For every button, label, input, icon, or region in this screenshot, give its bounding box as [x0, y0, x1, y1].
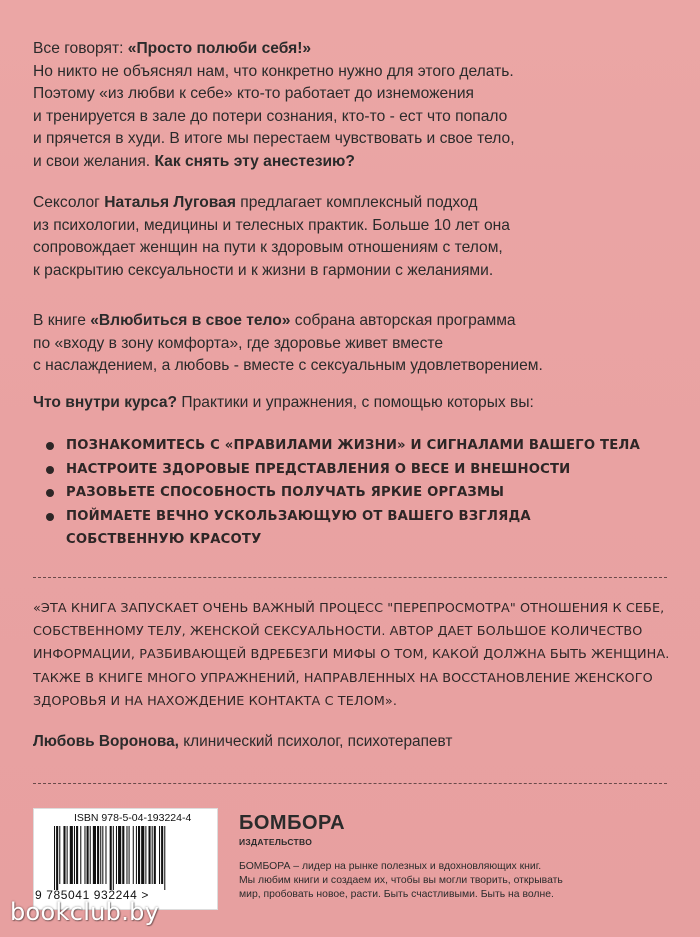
intro-paragraph — [33, 38, 673, 174]
intro-line-2: Но никто не объяснял нам, что конкретно нужно для этого делать. — [33, 62, 514, 80]
author-line-3: сопровождает женщин на пути к здоровым отношениям с телом, — [33, 239, 503, 257]
barcode-bar — [97, 826, 99, 884]
barcode-bar — [54, 826, 55, 890]
intro-line-5: и прячется в худи. В итоге мы перестаем чувствовать и свое тело, — [33, 130, 515, 148]
barcode-bar — [70, 826, 73, 884]
intro-line-6: и свои желания. — [33, 152, 155, 170]
course-bullet-list — [44, 434, 664, 552]
barcode-bar — [118, 826, 121, 884]
barcode-bar — [161, 826, 163, 884]
barcode-bar — [154, 826, 156, 884]
intro-line-4: и тренируется в зале до потери сознания, кто-то - ест что попало — [33, 107, 508, 125]
quote-author — [33, 733, 673, 751]
barcode-bar — [102, 826, 103, 884]
bullet-text: РАЗОВЬЕТЕ СПОСОБНОСТЬ ПОЛУЧАТЬ ЯРКИЕ ОРГАЗМЫ — [66, 485, 505, 500]
intro-quote: «Просто полюби себя!» — [127, 40, 312, 57]
publisher-desc-line-3: мир, пробовать новое, расти. Быть счастливыми. Быть на волне. — [239, 889, 554, 900]
review-quote — [33, 597, 673, 713]
bullet-dot-icon — [46, 513, 54, 521]
publisher-desc-line-2: Мы любим книги и создаем их, чтобы вы могли творить, открывать — [239, 875, 563, 886]
author-paragraph — [33, 192, 673, 282]
barcode-bar — [100, 826, 101, 884]
barcode-bar — [116, 826, 117, 884]
barcode-bar — [159, 826, 160, 884]
quote-line-4: ТАКЖЕ В КНИГЕ МНОГО УПРАЖНЕНИЙ, НАПРАВЛЕННЫХ НА ВОССТАНОВЛЕНИЕ ЖЕНСКОГО — [33, 670, 653, 686]
barcode-bar — [63, 826, 65, 884]
quote-author-role: клинический психолог, психотерапевт — [178, 733, 453, 750]
intro-line-3: Поэтому «из любви к себе» кто-то работает до изнеможения — [33, 85, 474, 103]
bullet-dot-icon — [46, 466, 54, 474]
barcode-digits: 9 785041 932244 > — [35, 888, 149, 902]
bullet-text: ПОЗНАКОМИТЕСЬ С «ПРАВИЛАМИ ЖИЗНИ» И СИГНАЛАМИ ВАШЕГО ТЕЛА — [66, 438, 640, 453]
barcode-bar — [93, 826, 96, 884]
intro-text: Все говорят: — [33, 40, 128, 57]
barcode-bar — [133, 826, 134, 884]
list-item — [44, 481, 664, 505]
book-line-3: с наслаждением, а любовь - вместе с сексуальным удовлетворением. — [33, 357, 543, 375]
isbn-label: ISBN 978-5-04-193224-4 — [74, 812, 192, 824]
barcode-bar — [74, 826, 75, 884]
quote-line-2: СОБСТВЕННОМУ ТЕЛУ, ЖЕНСКОЙ СЕКСУАЛЬНОСТИ. АВТОР ДАЕТ БОЛЬШОЕ КОЛИЧЕСТВО — [33, 624, 643, 640]
quote-line-1: «ЭТА КНИГА ЗАПУСКАЕТ ОЧЕНЬ ВАЖНЫЙ ПРОЦЕСС "ПЕРЕПРОСМОТРА" ОТНОШЕНИЯ К СЕБЕ, — [33, 601, 665, 616]
publisher-subtitle: ИЗДАТЕЛЬСТВО — [239, 837, 313, 847]
barcode-bar — [136, 826, 137, 884]
barcode-bar — [164, 826, 165, 890]
publisher-logo: БОМБОРА — [239, 812, 346, 834]
barcode-bar — [105, 826, 106, 884]
barcode-bar — [67, 826, 68, 884]
author-line-2: из психологии, медицины и телесных практик. Больше 10 лет она — [33, 216, 510, 234]
bullet-dot-icon — [46, 442, 54, 450]
list-item-continuation — [44, 528, 664, 552]
author-line-4: к раскрытию сексуальности и к жизни в гармонии с желаниями. — [33, 261, 494, 279]
barcode-bar — [80, 826, 81, 884]
barcode-bar — [84, 826, 85, 884]
divider-top — [33, 577, 667, 578]
course-text: Практики и упражнения, с помощью которых вы: — [177, 394, 534, 411]
barcode-bar — [149, 826, 151, 884]
author-name: Наталья Луговая — [104, 194, 236, 211]
publisher-description — [239, 860, 669, 902]
author-line-1-end: предлагает комплексный подход — [235, 194, 478, 211]
divider-bottom — [33, 783, 667, 784]
barcode-bar — [145, 826, 146, 884]
list-item — [44, 458, 664, 482]
bullet-dot-icon — [46, 489, 54, 497]
quote-line-3: ИНФОРМАЦИИ, РАЗБИВАЮЩЕЙ ВДРЕБЕЗГИ МИФЫ О ТОМ, КАКОЙ ДОЛЖНА БЫТЬ ЖЕНЩИНА. — [33, 647, 670, 663]
barcode-bar — [138, 826, 140, 884]
barcode-bar — [90, 826, 91, 884]
watermark-text: bookclub.by — [10, 898, 160, 926]
author-line-1-start: Сексолог — [33, 194, 105, 211]
barcode-bar — [76, 826, 78, 884]
barcode-bar — [56, 826, 58, 890]
publisher-desc-line-1: БОМБОРА – лидер на рынке полезных и вдохновляющих книг. — [239, 861, 542, 872]
barcode-bar — [110, 826, 112, 890]
barcode-bar — [126, 826, 127, 884]
barcode-bar — [152, 826, 153, 884]
barcode-icon — [54, 826, 202, 890]
course-paragraph — [33, 392, 673, 415]
barcode-bar — [87, 826, 89, 884]
bullet-text: СОБСТВЕННУЮ КРАСОТУ — [66, 532, 262, 547]
book-line-1-end: собрана авторская программа — [290, 312, 516, 329]
list-item — [44, 505, 664, 529]
course-question: Что внутри курса? — [33, 394, 178, 411]
barcode-bar — [59, 826, 60, 884]
bullet-text: ПОЙМАЕТЕ ВЕЧНО УСКОЛЬЗАЮЩУЮ ОТ ВАШЕГО ВЗГЛЯДА — [66, 508, 531, 524]
list-item — [44, 434, 664, 458]
book-paragraph — [33, 310, 673, 378]
barcode-panel — [33, 808, 218, 910]
barcode-bar — [141, 826, 144, 884]
book-title: «Влюбиться в свое тело» — [90, 312, 291, 329]
quote-line-5: ЗДОРОВЬЯ И НА НАХОЖДЕНИЕ КОНТАКТА С ТЕЛОМ». — [33, 693, 398, 709]
barcode-bar — [122, 826, 124, 884]
barcode-bar — [129, 826, 130, 884]
book-line-1-start: В книге — [33, 312, 91, 329]
intro-question: Как снять эту анестезию? — [154, 152, 355, 170]
barcode-bar — [113, 826, 114, 890]
bullet-text: НАСТРОИТЕ ЗДОРОВЫЕ ПРЕДСТАВЛЕНИЯ О ВЕСЕ И ВНЕШНОСТИ — [66, 461, 571, 477]
book-line-2: по «входу в зону комфорта», где здоровье живет вместе — [33, 334, 444, 352]
quote-author-name: Любовь Воронова, — [33, 733, 179, 750]
